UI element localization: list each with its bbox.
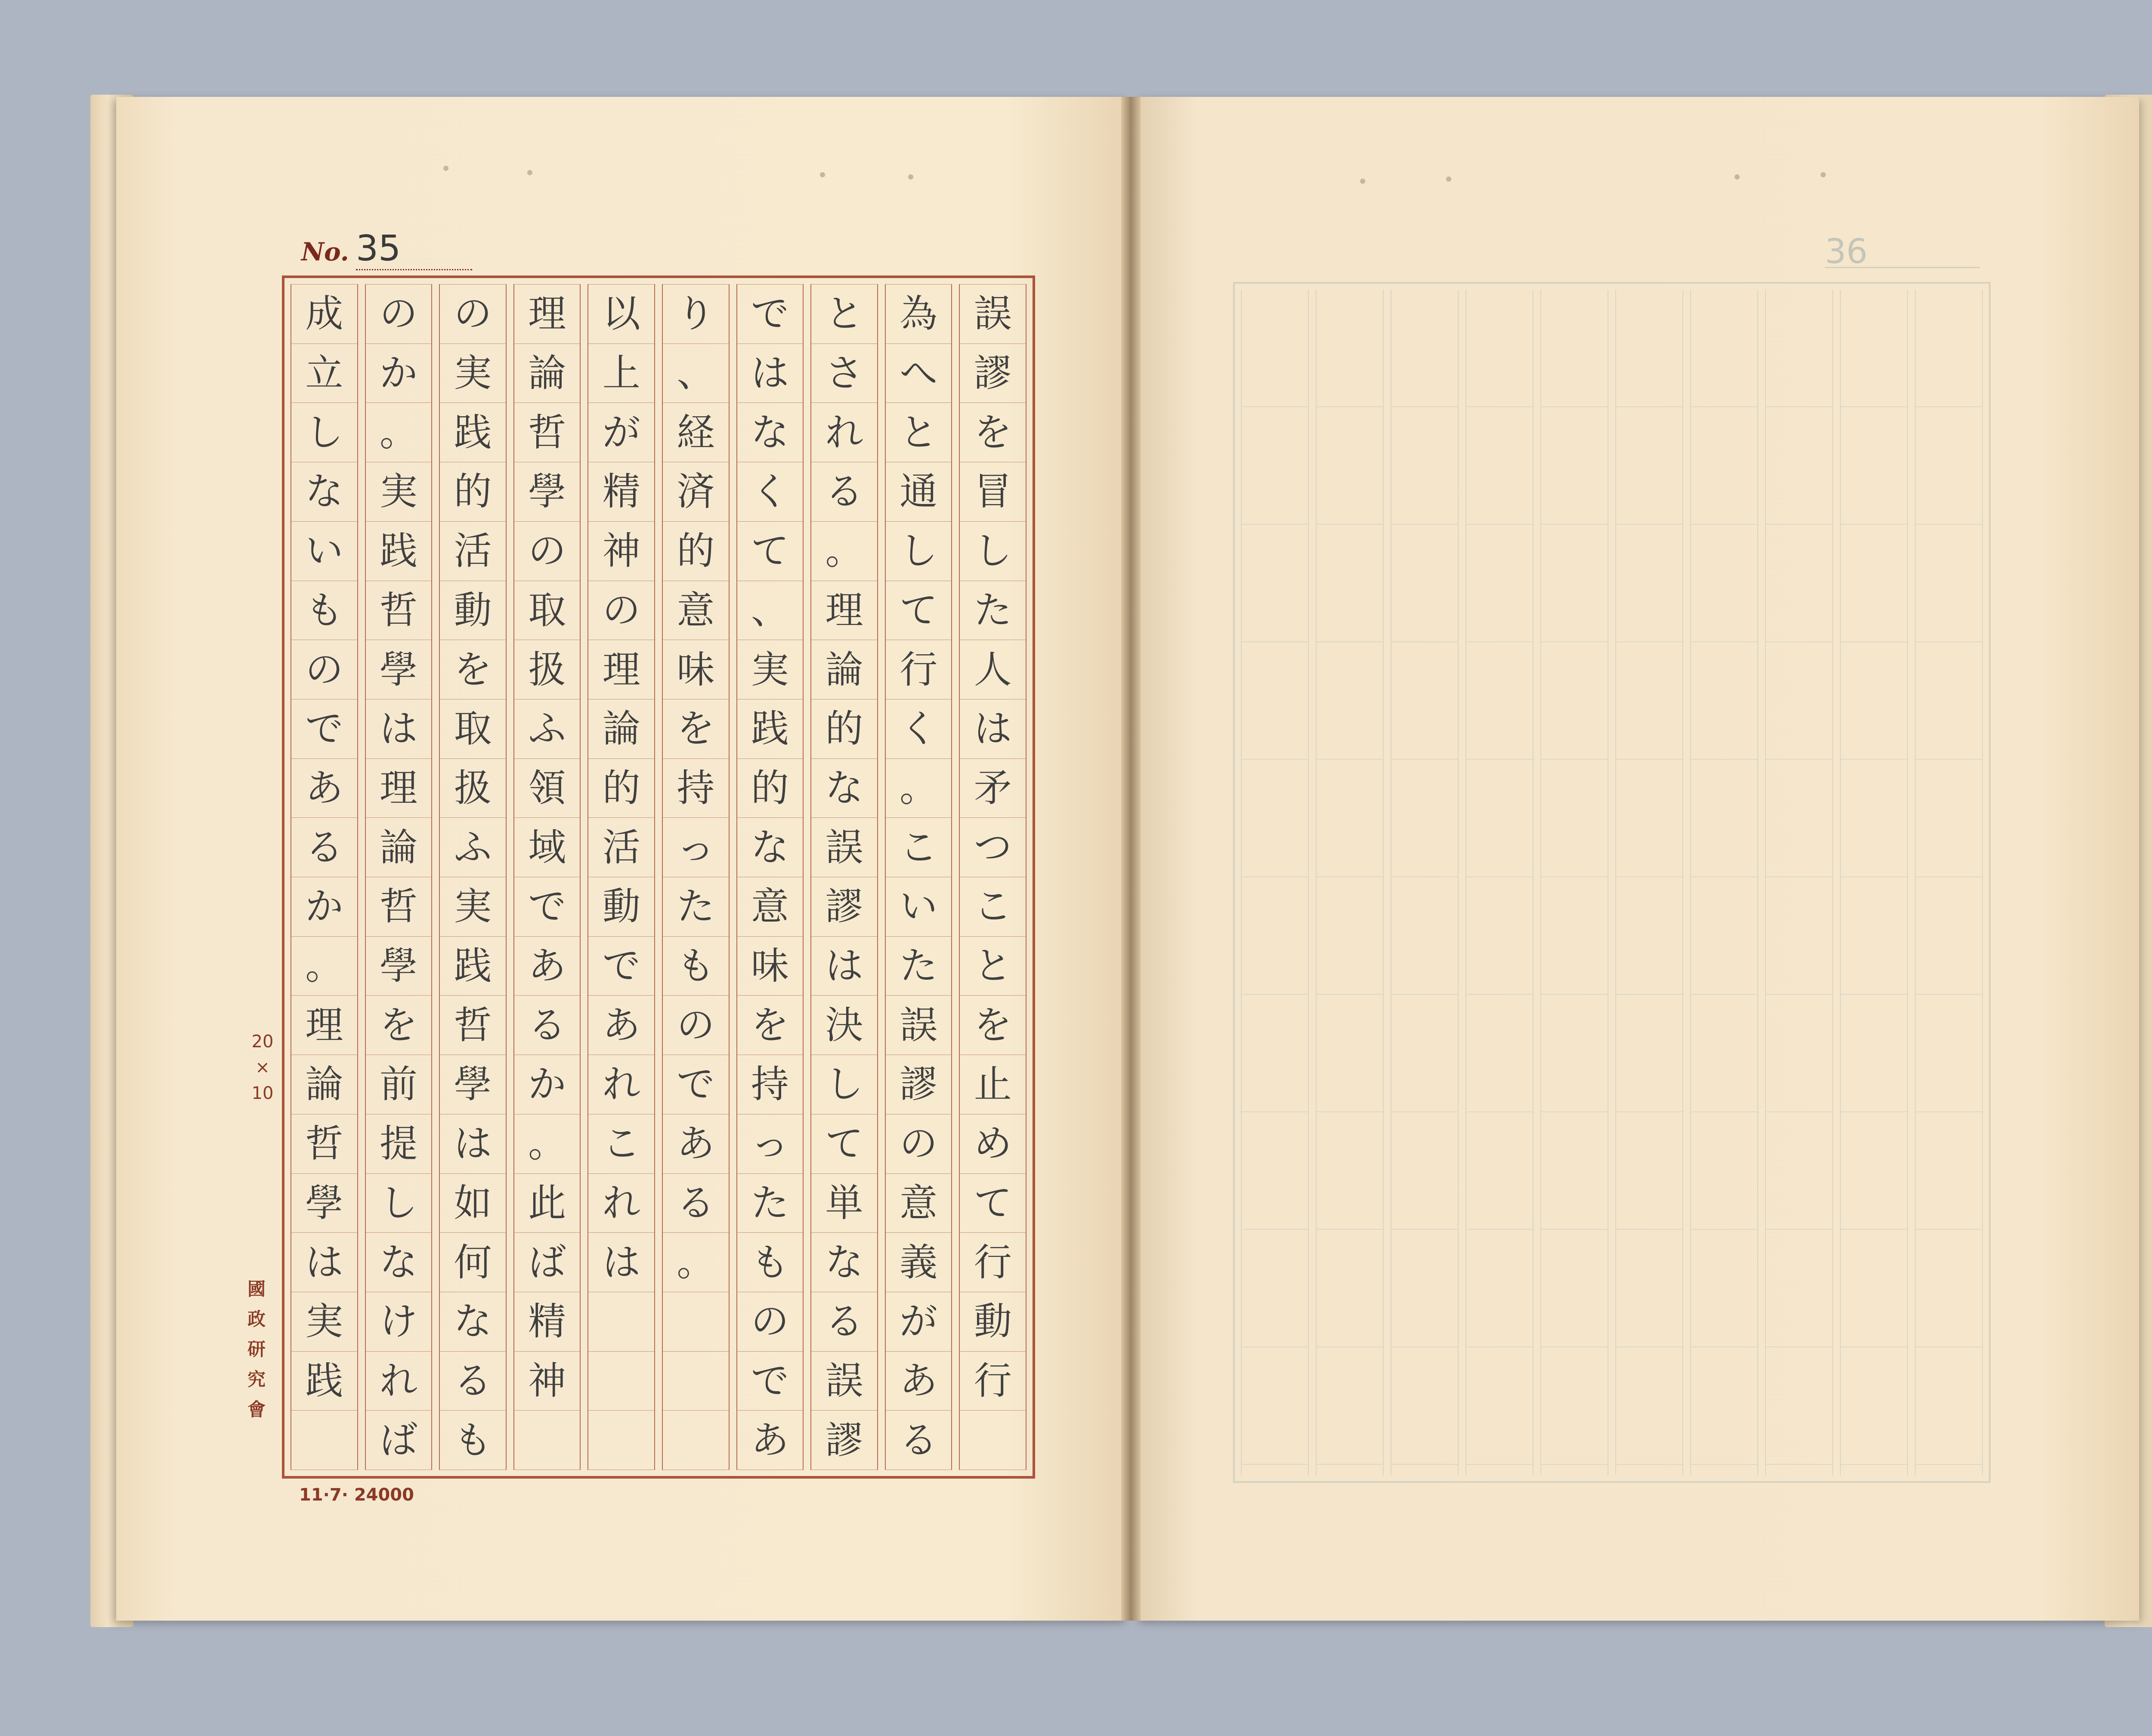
- manuscript-cell: [291, 1411, 357, 1470]
- manuscript-cell: の: [886, 1114, 952, 1174]
- manuscript-cell: 義: [886, 1233, 952, 1292]
- manuscript-cell: 践: [440, 403, 506, 462]
- manuscript-column: [885, 284, 952, 1470]
- manuscript-cell: 、: [737, 581, 803, 641]
- manuscript-cell: く: [886, 699, 952, 759]
- manuscript-cell: も: [291, 581, 357, 641]
- page-number: 35: [356, 228, 472, 270]
- manuscript-cell: た: [663, 877, 729, 937]
- manuscript-cell: か: [514, 1055, 580, 1114]
- right-page-number-line: [1825, 267, 1980, 268]
- manuscript-cell: 誤: [960, 284, 1026, 344]
- manuscript-cell: も: [737, 1233, 803, 1292]
- manuscript-cell: を: [960, 403, 1026, 462]
- ghost-column: [1615, 290, 1683, 1475]
- manuscript-cell: の: [291, 640, 357, 699]
- manuscript-cell: で: [663, 1055, 729, 1114]
- manuscript-cell: る: [811, 462, 877, 522]
- manuscript-cell: を: [366, 996, 432, 1055]
- manuscript-cell: て: [737, 522, 803, 581]
- manuscript-column: [810, 284, 878, 1470]
- manuscript-column: [513, 284, 581, 1470]
- manuscript-cell: [588, 1352, 654, 1411]
- manuscript-cell: 践: [440, 937, 506, 996]
- manuscript-cell: を: [440, 640, 506, 699]
- manuscript-cell: と: [811, 284, 877, 344]
- manuscript-cell: た: [960, 581, 1026, 641]
- manuscript-cell: 持: [663, 759, 729, 818]
- ghost-column: [1540, 290, 1608, 1475]
- manuscript-cell: 提: [366, 1114, 432, 1174]
- manuscript-cell: た: [737, 1174, 803, 1233]
- manuscript-cell: 精: [514, 1292, 580, 1352]
- manuscript-cell: は: [960, 699, 1026, 759]
- manuscript-cell: へ: [886, 344, 952, 403]
- manuscript-cell: 実: [440, 344, 506, 403]
- manuscript-cell: 経: [663, 403, 729, 462]
- manuscript-cell: れ: [366, 1352, 432, 1411]
- manuscript-cell: 的: [737, 759, 803, 818]
- binding-hole: [1735, 174, 1740, 179]
- manuscript-cell: 持: [737, 1055, 803, 1114]
- manuscript-cell: [588, 1292, 654, 1352]
- manuscript-cell: 意: [663, 581, 729, 641]
- manuscript-cell: 的: [663, 522, 729, 581]
- manuscript-cell: 冒: [960, 462, 1026, 522]
- manuscript-cell: る: [514, 996, 580, 1055]
- page-number-prefix: No.: [301, 237, 349, 266]
- ghost-column: [1915, 290, 1983, 1475]
- manuscript-cell: あ: [588, 996, 654, 1055]
- manuscript-cell: あ: [886, 1352, 952, 1411]
- manuscript-cell: 践: [366, 522, 432, 581]
- manuscript-cell: 學: [440, 1055, 506, 1114]
- grid-size-label: 20 × 10: [251, 1032, 274, 1103]
- manuscript-cell: の: [588, 581, 654, 641]
- manuscript-cell: で: [588, 937, 654, 996]
- manuscript-cell: あ: [291, 759, 357, 818]
- manuscript-cell: く: [737, 462, 803, 522]
- manuscript-column: [439, 284, 507, 1470]
- manuscript-cell: 以: [588, 284, 654, 344]
- manuscript-cell: こ: [588, 1114, 654, 1174]
- manuscript-cell: っ: [663, 818, 729, 877]
- binding-hole: [1360, 179, 1365, 184]
- manuscript-cell: 域: [514, 818, 580, 877]
- manuscript-cell: 誤: [811, 1352, 877, 1411]
- manuscript-cell: つ: [960, 818, 1026, 877]
- manuscript-cell: 済: [663, 462, 729, 522]
- manuscript-cell: し: [366, 1174, 432, 1233]
- manuscript-cell: は: [588, 1233, 654, 1292]
- manuscript-cell: 論: [588, 699, 654, 759]
- manuscript-cell: 哲: [291, 1114, 357, 1174]
- page-number-label: [301, 228, 472, 270]
- manuscript-cell: 。: [366, 403, 432, 462]
- manuscript-cell: 、: [663, 344, 729, 403]
- manuscript-cell: 取: [514, 581, 580, 641]
- manuscript-cell: 実: [737, 640, 803, 699]
- manuscript-cell: [514, 1411, 580, 1470]
- manuscript-column: [662, 284, 730, 1470]
- manuscript-cell: 。: [291, 937, 357, 996]
- manuscript-cell: 実: [440, 877, 506, 937]
- manuscript-cell: る: [811, 1292, 877, 1352]
- manuscript-cell: あ: [663, 1114, 729, 1174]
- manuscript-cell: て: [811, 1114, 877, 1174]
- manuscript-cell: し: [960, 522, 1026, 581]
- manuscript-cell: な: [366, 1233, 432, 1292]
- manuscript-column: [587, 284, 655, 1470]
- manuscript-cell: 神: [588, 522, 654, 581]
- manuscript-cell: た: [886, 937, 952, 996]
- manuscript-cell: こ: [886, 818, 952, 877]
- manuscript-cell: 謬: [811, 1411, 877, 1470]
- manuscript-cell: 論: [291, 1055, 357, 1114]
- manuscript-cell: 理: [588, 640, 654, 699]
- manuscript-cell: が: [588, 403, 654, 462]
- manuscript-cell: 活: [440, 522, 506, 581]
- manuscript-cell: が: [886, 1292, 952, 1352]
- manuscript-cell: な: [440, 1292, 506, 1352]
- manuscript-column: [736, 284, 804, 1470]
- manuscript-cell: [663, 1411, 729, 1470]
- manuscript-cell: 神: [514, 1352, 580, 1411]
- manuscript-cell: る: [291, 818, 357, 877]
- manuscript-cell: し: [811, 1055, 877, 1114]
- manuscript-cell: る: [886, 1411, 952, 1470]
- manuscript-cell: 哲: [514, 403, 580, 462]
- manuscript-cell: も: [663, 937, 729, 996]
- manuscript-cell: [663, 1292, 729, 1352]
- manuscript-cell: て: [886, 581, 952, 641]
- manuscript-cell: 論: [366, 818, 432, 877]
- manuscript-column: [365, 284, 433, 1470]
- manuscript-cell: 理: [291, 996, 357, 1055]
- manuscript-cell: 謬: [811, 877, 877, 937]
- manuscript-cell: と: [886, 403, 952, 462]
- ghost-column: [1690, 290, 1758, 1475]
- manuscript-cell: 哲: [366, 581, 432, 641]
- manuscript-cell: 論: [811, 640, 877, 699]
- manuscript-cell: ば: [514, 1233, 580, 1292]
- manuscript-cell: ふ: [440, 818, 506, 877]
- manuscript-cell: 領: [514, 759, 580, 818]
- manuscript-cell: 動: [588, 877, 654, 937]
- print-code: 11·7· 24000: [299, 1485, 414, 1505]
- manuscript-cell: 行: [960, 1233, 1026, 1292]
- manuscript-cell: は: [291, 1233, 357, 1292]
- manuscript-cell: 謬: [886, 1055, 952, 1114]
- manuscript-cell: な: [811, 759, 877, 818]
- manuscript-cell: な: [811, 1233, 877, 1292]
- manuscript-cell: さ: [811, 344, 877, 403]
- manuscript-cell: な: [291, 462, 357, 522]
- manuscript-cell: 理: [514, 284, 580, 344]
- manuscript-cell: 理: [811, 581, 877, 641]
- manuscript-cell: 學: [514, 462, 580, 522]
- manuscript-cell: か: [291, 877, 357, 937]
- manuscript-cell: 精: [588, 462, 654, 522]
- ghost-column: [1765, 290, 1833, 1475]
- manuscript-cell: 成: [291, 284, 357, 344]
- manuscript-column: [291, 284, 358, 1470]
- manuscript-cell: 哲: [366, 877, 432, 937]
- manuscript-cell: 的: [440, 462, 506, 522]
- manuscript-cell: 此: [514, 1174, 580, 1233]
- manuscript-cell: 如: [440, 1174, 506, 1233]
- manuscript-cell: 的: [588, 759, 654, 818]
- manuscript-cell: 。: [514, 1114, 580, 1174]
- manuscript-cell: を: [737, 996, 803, 1055]
- manuscript-cell: で: [737, 284, 803, 344]
- manuscript-cell: 學: [291, 1174, 357, 1233]
- manuscript-cell: あ: [514, 937, 580, 996]
- manuscript-cell: 止: [960, 1055, 1026, 1114]
- ghost-column: [1466, 290, 1534, 1475]
- manuscript-cell: の: [737, 1292, 803, 1352]
- manuscript-cell: 動: [440, 581, 506, 641]
- manuscript-cell: こ: [960, 877, 1026, 937]
- publisher-name: 國政研究會: [247, 1278, 266, 1420]
- manuscript-cell: り: [663, 284, 729, 344]
- binding-hole: [443, 166, 448, 171]
- manuscript-cell: 動: [960, 1292, 1026, 1352]
- manuscript-cell: 決: [811, 996, 877, 1055]
- manuscript-cell: 理: [366, 759, 432, 818]
- manuscript-cell: 意: [737, 877, 803, 937]
- manuscript-cell: 扱: [514, 640, 580, 699]
- manuscript-cell: 前: [366, 1055, 432, 1114]
- manuscript-cell: [588, 1411, 654, 1470]
- manuscript-cell: い: [291, 522, 357, 581]
- manuscript-cell: か: [366, 344, 432, 403]
- see-through-grid: [1233, 282, 1991, 1483]
- manuscript-cell: で: [737, 1352, 803, 1411]
- manuscript-cell: 何: [440, 1233, 506, 1292]
- manuscript-cell: 學: [366, 937, 432, 996]
- binding-hole: [820, 172, 825, 177]
- manuscript-cell: ふ: [514, 699, 580, 759]
- manuscript-cell: は: [440, 1114, 506, 1174]
- manuscript-cell: 行: [960, 1352, 1026, 1411]
- manuscript-cell: 扱: [440, 759, 506, 818]
- manuscript-cell: ば: [366, 1411, 432, 1470]
- manuscript-cell: 為: [886, 284, 952, 344]
- manuscript-cell: 実: [366, 462, 432, 522]
- manuscript-cell: し: [291, 403, 357, 462]
- binding-hole: [908, 174, 913, 179]
- manuscript-cell: と: [960, 937, 1026, 996]
- ghost-column: [1840, 290, 1908, 1475]
- manuscript-cell: な: [737, 403, 803, 462]
- manuscript-cell: 上: [588, 344, 654, 403]
- book-gutter: [1121, 97, 1141, 1621]
- manuscript-cell: め: [960, 1114, 1026, 1174]
- manuscript-cell: 実: [291, 1292, 357, 1352]
- manuscript-column: [959, 284, 1027, 1470]
- manuscript-cell: 践: [291, 1352, 357, 1411]
- manuscript-cell: れ: [811, 403, 877, 462]
- manuscript-cell: な: [737, 818, 803, 877]
- right-page-number: 36: [1825, 232, 1868, 271]
- manuscript-cell: 通: [886, 462, 952, 522]
- manuscript-cell: 矛: [960, 759, 1026, 818]
- ghost-column: [1391, 290, 1459, 1475]
- manuscript-cell: で: [291, 699, 357, 759]
- manuscript-cell: 人: [960, 640, 1026, 699]
- binding-hole: [1446, 176, 1451, 182]
- binding-hole: [1821, 172, 1826, 177]
- ghost-column: [1241, 290, 1309, 1475]
- manuscript-cell: 活: [588, 818, 654, 877]
- manuscript-cell: 味: [663, 640, 729, 699]
- manuscript-cell: は: [737, 344, 803, 403]
- manuscript-cell: 的: [811, 699, 877, 759]
- manuscript-cell: 。: [663, 1233, 729, 1292]
- manuscript-cell: 践: [737, 699, 803, 759]
- manuscript-grid: [282, 275, 1035, 1479]
- manuscript-cell: い: [886, 877, 952, 937]
- manuscript-cell: 論: [514, 344, 580, 403]
- manuscript-cell: れ: [588, 1174, 654, 1233]
- manuscript-cell: [663, 1352, 729, 1411]
- manuscript-cell: 哲: [440, 996, 506, 1055]
- manuscript-cell: で: [514, 877, 580, 937]
- manuscript-cell: を: [663, 699, 729, 759]
- manuscript-cell: [960, 1411, 1026, 1470]
- manuscript-cell: っ: [737, 1114, 803, 1174]
- manuscript-cell: け: [366, 1292, 432, 1352]
- manuscript-cell: 謬: [960, 344, 1026, 403]
- manuscript-cell: 誤: [886, 996, 952, 1055]
- manuscript-cell: 単: [811, 1174, 877, 1233]
- manuscript-cell: の: [440, 284, 506, 344]
- manuscript-cell: 。: [811, 522, 877, 581]
- manuscript-cell: あ: [737, 1411, 803, 1470]
- manuscript-cell: 誤: [811, 818, 877, 877]
- manuscript-cell: 。: [886, 759, 952, 818]
- manuscript-cell: の: [366, 284, 432, 344]
- manuscript-cell: 學: [366, 640, 432, 699]
- manuscript-cell: る: [663, 1174, 729, 1233]
- manuscript-cell: は: [366, 699, 432, 759]
- manuscript-cell: る: [440, 1352, 506, 1411]
- manuscript-cell: 意: [886, 1174, 952, 1233]
- manuscript-cell: し: [886, 522, 952, 581]
- manuscript-cell: 味: [737, 937, 803, 996]
- manuscript-cell: の: [663, 996, 729, 1055]
- manuscript-cell: 立: [291, 344, 357, 403]
- manuscript-cell: て: [960, 1174, 1026, 1233]
- manuscript-cell: の: [514, 522, 580, 581]
- binding-hole: [527, 170, 532, 175]
- ghost-column: [1316, 290, 1384, 1475]
- manuscript-cell: は: [811, 937, 877, 996]
- manuscript-cell: も: [440, 1411, 506, 1470]
- manuscript-cell: 行: [886, 640, 952, 699]
- manuscript-cell: 取: [440, 699, 506, 759]
- manuscript-cell: を: [960, 996, 1026, 1055]
- manuscript-cell: れ: [588, 1055, 654, 1114]
